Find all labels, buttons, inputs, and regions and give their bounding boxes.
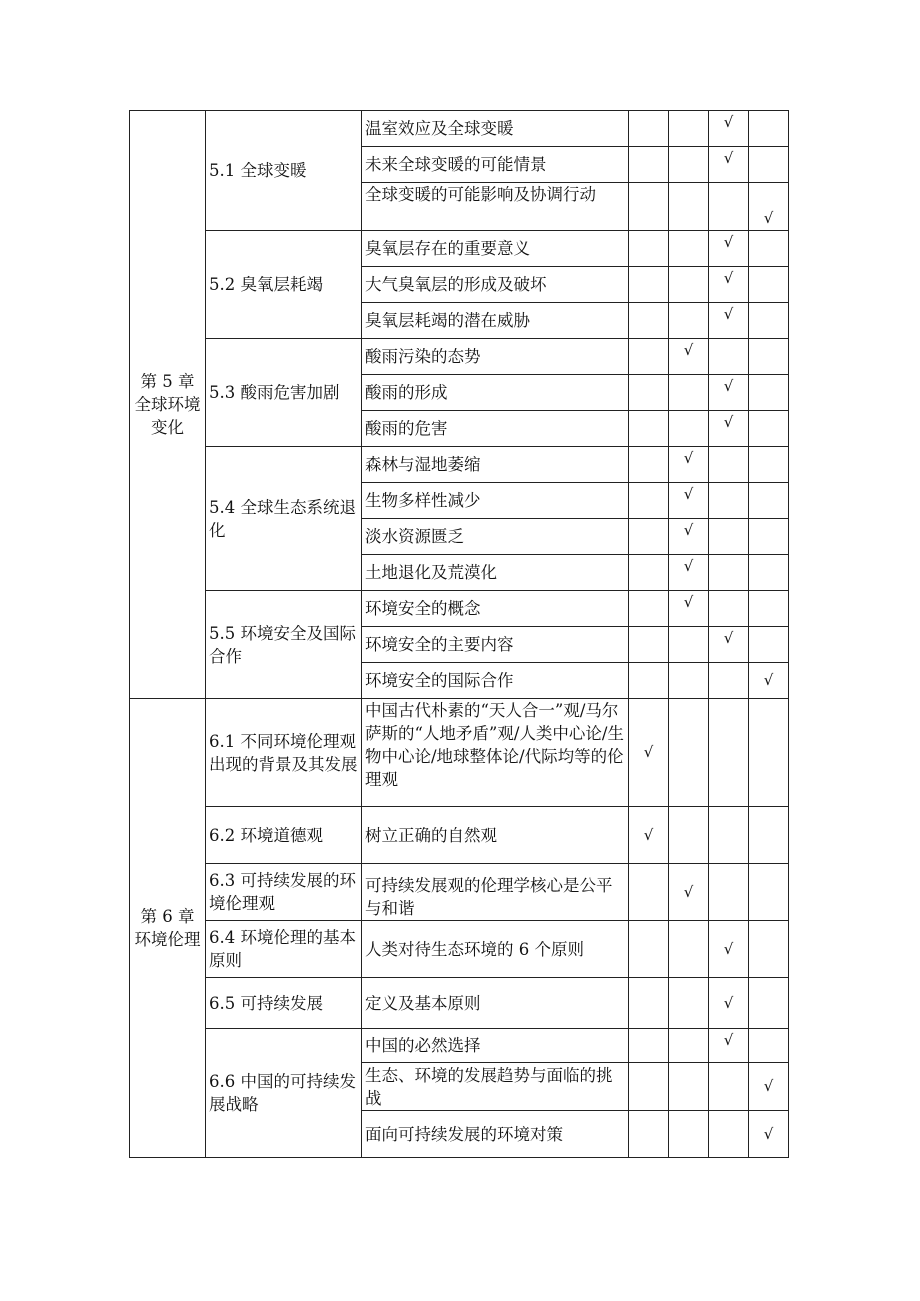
level-1-cell bbox=[629, 555, 669, 591]
level-1-cell bbox=[629, 1063, 669, 1111]
level-3-cell bbox=[709, 447, 749, 483]
level-2-cell bbox=[669, 699, 709, 807]
check-mark: √ bbox=[723, 1031, 734, 1049]
chapter-cell: 第 5 章全球环境变化 bbox=[130, 111, 206, 699]
topic-cell: 未来全球变暖的可能情景 bbox=[362, 147, 629, 183]
topic-cell: 酸雨污染的态势 bbox=[362, 339, 629, 375]
table-row bbox=[130, 111, 789, 147]
level-4-cell bbox=[749, 183, 789, 231]
level-3-cell bbox=[709, 183, 749, 231]
section-cell: 6.2 环境道德观 bbox=[206, 807, 362, 864]
level-3-cell bbox=[709, 921, 749, 978]
level-3-cell bbox=[709, 864, 749, 921]
level-4-cell bbox=[749, 111, 789, 147]
table-row bbox=[130, 591, 789, 627]
table-row bbox=[130, 699, 789, 807]
level-2-cell bbox=[669, 627, 709, 663]
level-4-cell bbox=[749, 267, 789, 303]
topic-cell: 臭氧层耗竭的潜在威胁 bbox=[362, 303, 629, 339]
level-1-cell bbox=[629, 591, 669, 627]
check-mark: √ bbox=[723, 993, 734, 1012]
level-4-cell bbox=[749, 1063, 789, 1111]
level-3-cell bbox=[709, 519, 749, 555]
section-cell: 6.3 可持续发展的环境伦理观 bbox=[206, 864, 362, 921]
level-1-cell bbox=[629, 663, 669, 699]
level-2-cell bbox=[669, 375, 709, 411]
section-cell: 6.5 可持续发展 bbox=[206, 978, 362, 1029]
check-mark: √ bbox=[643, 825, 654, 844]
level-2-cell bbox=[669, 591, 709, 627]
table-row bbox=[130, 921, 789, 978]
level-2-cell bbox=[669, 978, 709, 1029]
level-3-cell bbox=[709, 1029, 749, 1063]
check-mark: √ bbox=[723, 629, 734, 647]
check-mark: √ bbox=[723, 377, 734, 395]
topic-cell: 温室效应及全球变暖 bbox=[362, 111, 629, 147]
level-4-cell bbox=[749, 411, 789, 447]
section-cell: 5.2 臭氧层耗竭 bbox=[206, 231, 362, 339]
level-2-cell bbox=[669, 807, 709, 864]
table-row bbox=[130, 447, 789, 483]
check-mark: √ bbox=[643, 743, 654, 761]
topic-cell: 森林与湿地萎缩 bbox=[362, 447, 629, 483]
topic-cell: 生态、环境的发展趋势与面临的挑战 bbox=[362, 1063, 629, 1111]
level-3-cell bbox=[709, 627, 749, 663]
topic-cell: 生物多样性减少 bbox=[362, 483, 629, 519]
level-1-cell bbox=[629, 1029, 669, 1063]
level-3-cell bbox=[709, 147, 749, 183]
topic-cell: 环境安全的概念 bbox=[362, 591, 629, 627]
level-1-cell bbox=[629, 483, 669, 519]
topic-cell: 酸雨的危害 bbox=[362, 411, 629, 447]
topic-cell: 土地退化及荒漠化 bbox=[362, 555, 629, 591]
level-4-cell bbox=[749, 375, 789, 411]
level-4-cell bbox=[749, 978, 789, 1029]
topic-cell: 大气臭氧层的形成及破坏 bbox=[362, 267, 629, 303]
level-4-cell bbox=[749, 483, 789, 519]
level-2-cell bbox=[669, 147, 709, 183]
level-2-cell bbox=[669, 411, 709, 447]
topic-cell: 可持续发展观的伦理学核心是公平与和谐 bbox=[362, 864, 629, 921]
check-mark: √ bbox=[683, 521, 694, 539]
check-mark: √ bbox=[763, 671, 774, 689]
level-1-cell bbox=[629, 807, 669, 864]
topic-cell: 全球变暖的可能影响及协调行动 bbox=[362, 183, 629, 231]
check-mark: √ bbox=[683, 557, 694, 575]
level-2-cell bbox=[669, 663, 709, 699]
level-1-cell bbox=[629, 411, 669, 447]
check-mark: √ bbox=[723, 233, 734, 251]
level-4-cell bbox=[749, 303, 789, 339]
level-3-cell bbox=[709, 1063, 749, 1111]
level-3-cell bbox=[709, 555, 749, 591]
level-3-cell bbox=[709, 303, 749, 339]
level-4-cell bbox=[749, 591, 789, 627]
level-2-cell bbox=[669, 1029, 709, 1063]
level-1-cell bbox=[629, 147, 669, 183]
level-1-cell bbox=[629, 864, 669, 921]
level-1-cell bbox=[629, 339, 669, 375]
level-1-cell bbox=[629, 519, 669, 555]
section-cell: 6.6 中国的可持续发展战略 bbox=[206, 1029, 362, 1158]
topic-cell: 环境安全的主要内容 bbox=[362, 627, 629, 663]
table-row bbox=[130, 807, 789, 864]
level-4-cell bbox=[749, 519, 789, 555]
table-row bbox=[130, 864, 789, 921]
level-3-cell bbox=[709, 339, 749, 375]
level-1-cell bbox=[629, 267, 669, 303]
level-4-cell bbox=[749, 1111, 789, 1158]
level-2-cell bbox=[669, 519, 709, 555]
level-2-cell bbox=[669, 339, 709, 375]
section-cell: 5.4 全球生态系统退化 bbox=[206, 447, 362, 591]
check-mark: √ bbox=[683, 341, 694, 359]
level-3-cell bbox=[709, 267, 749, 303]
topic-cell: 中国的必然选择 bbox=[362, 1029, 629, 1063]
topic-cell: 定义及基本原则 bbox=[362, 978, 629, 1029]
check-mark: √ bbox=[723, 413, 734, 431]
topic-cell: 面向可持续发展的环境对策 bbox=[362, 1111, 629, 1158]
level-3-cell bbox=[709, 807, 749, 864]
check-mark: √ bbox=[683, 593, 694, 611]
check-mark: √ bbox=[763, 209, 774, 227]
level-4-cell bbox=[749, 663, 789, 699]
check-mark: √ bbox=[723, 939, 734, 958]
level-3-cell bbox=[709, 663, 749, 699]
check-mark: √ bbox=[683, 449, 694, 467]
level-1-cell bbox=[629, 183, 669, 231]
level-3-cell bbox=[709, 699, 749, 807]
level-3-cell bbox=[709, 111, 749, 147]
topic-cell: 臭氧层存在的重要意义 bbox=[362, 231, 629, 267]
topic-cell: 树立正确的自然观 bbox=[362, 807, 629, 864]
level-1-cell bbox=[629, 699, 669, 807]
level-1-cell bbox=[629, 921, 669, 978]
level-1-cell bbox=[629, 978, 669, 1029]
section-cell: 5.1 全球变暖 bbox=[206, 111, 362, 231]
level-3-cell bbox=[709, 375, 749, 411]
level-2-cell bbox=[669, 483, 709, 519]
level-1-cell bbox=[629, 375, 669, 411]
level-1-cell bbox=[629, 303, 669, 339]
level-3-cell bbox=[709, 978, 749, 1029]
check-mark: √ bbox=[763, 1077, 774, 1095]
level-4-cell bbox=[749, 147, 789, 183]
topic-cell: 环境安全的国际合作 bbox=[362, 663, 629, 699]
level-1-cell bbox=[629, 1111, 669, 1158]
level-4-cell bbox=[749, 1029, 789, 1063]
level-4-cell bbox=[749, 555, 789, 591]
level-2-cell bbox=[669, 111, 709, 147]
level-4-cell bbox=[749, 627, 789, 663]
check-mark: √ bbox=[723, 113, 734, 131]
topic-cell: 中国古代朴素的“天人合一”观/马尔萨斯的“人地矛盾”观/人类中心论/生物中心论/地球整体论/代际均等的伦理观 bbox=[362, 699, 629, 807]
table-row bbox=[130, 231, 789, 267]
section-cell: 6.4 环境伦理的基本原则 bbox=[206, 921, 362, 978]
level-2-cell bbox=[669, 921, 709, 978]
level-4-cell bbox=[749, 231, 789, 267]
level-4-cell bbox=[749, 447, 789, 483]
level-2-cell bbox=[669, 303, 709, 339]
level-2-cell bbox=[669, 1111, 709, 1158]
level-4-cell bbox=[749, 339, 789, 375]
level-2-cell bbox=[669, 183, 709, 231]
section-cell: 5.5 环境安全及国际合作 bbox=[206, 591, 362, 699]
syllabus-table bbox=[129, 110, 789, 1158]
check-mark: √ bbox=[723, 305, 734, 323]
check-mark: √ bbox=[723, 149, 734, 167]
level-3-cell bbox=[709, 231, 749, 267]
section-cell: 6.1 不同环境伦理观出现的背景及其发展 bbox=[206, 699, 362, 807]
check-mark: √ bbox=[723, 269, 734, 287]
table-row bbox=[130, 339, 789, 375]
level-3-cell bbox=[709, 1111, 749, 1158]
table-row bbox=[130, 978, 789, 1029]
level-3-cell bbox=[709, 483, 749, 519]
level-2-cell bbox=[669, 447, 709, 483]
level-4-cell bbox=[749, 864, 789, 921]
table-row bbox=[130, 1029, 789, 1063]
level-3-cell bbox=[709, 591, 749, 627]
level-2-cell bbox=[669, 267, 709, 303]
level-4-cell bbox=[749, 921, 789, 978]
level-1-cell bbox=[629, 111, 669, 147]
level-4-cell bbox=[749, 807, 789, 864]
chapter-cell: 第 6 章环境伦理 bbox=[130, 699, 206, 1158]
level-2-cell bbox=[669, 1063, 709, 1111]
level-2-cell bbox=[669, 864, 709, 921]
level-1-cell bbox=[629, 447, 669, 483]
level-1-cell bbox=[629, 231, 669, 267]
topic-cell: 淡水资源匮乏 bbox=[362, 519, 629, 555]
topic-cell: 人类对待生态环境的 6 个原则 bbox=[362, 921, 629, 978]
topic-cell: 酸雨的形成 bbox=[362, 375, 629, 411]
check-mark: √ bbox=[763, 1124, 774, 1143]
check-mark: √ bbox=[683, 485, 694, 503]
level-3-cell bbox=[709, 411, 749, 447]
check-mark: √ bbox=[683, 882, 694, 901]
level-4-cell bbox=[749, 699, 789, 807]
level-2-cell bbox=[669, 555, 709, 591]
level-2-cell bbox=[669, 231, 709, 267]
section-cell: 5.3 酸雨危害加剧 bbox=[206, 339, 362, 447]
level-1-cell bbox=[629, 627, 669, 663]
